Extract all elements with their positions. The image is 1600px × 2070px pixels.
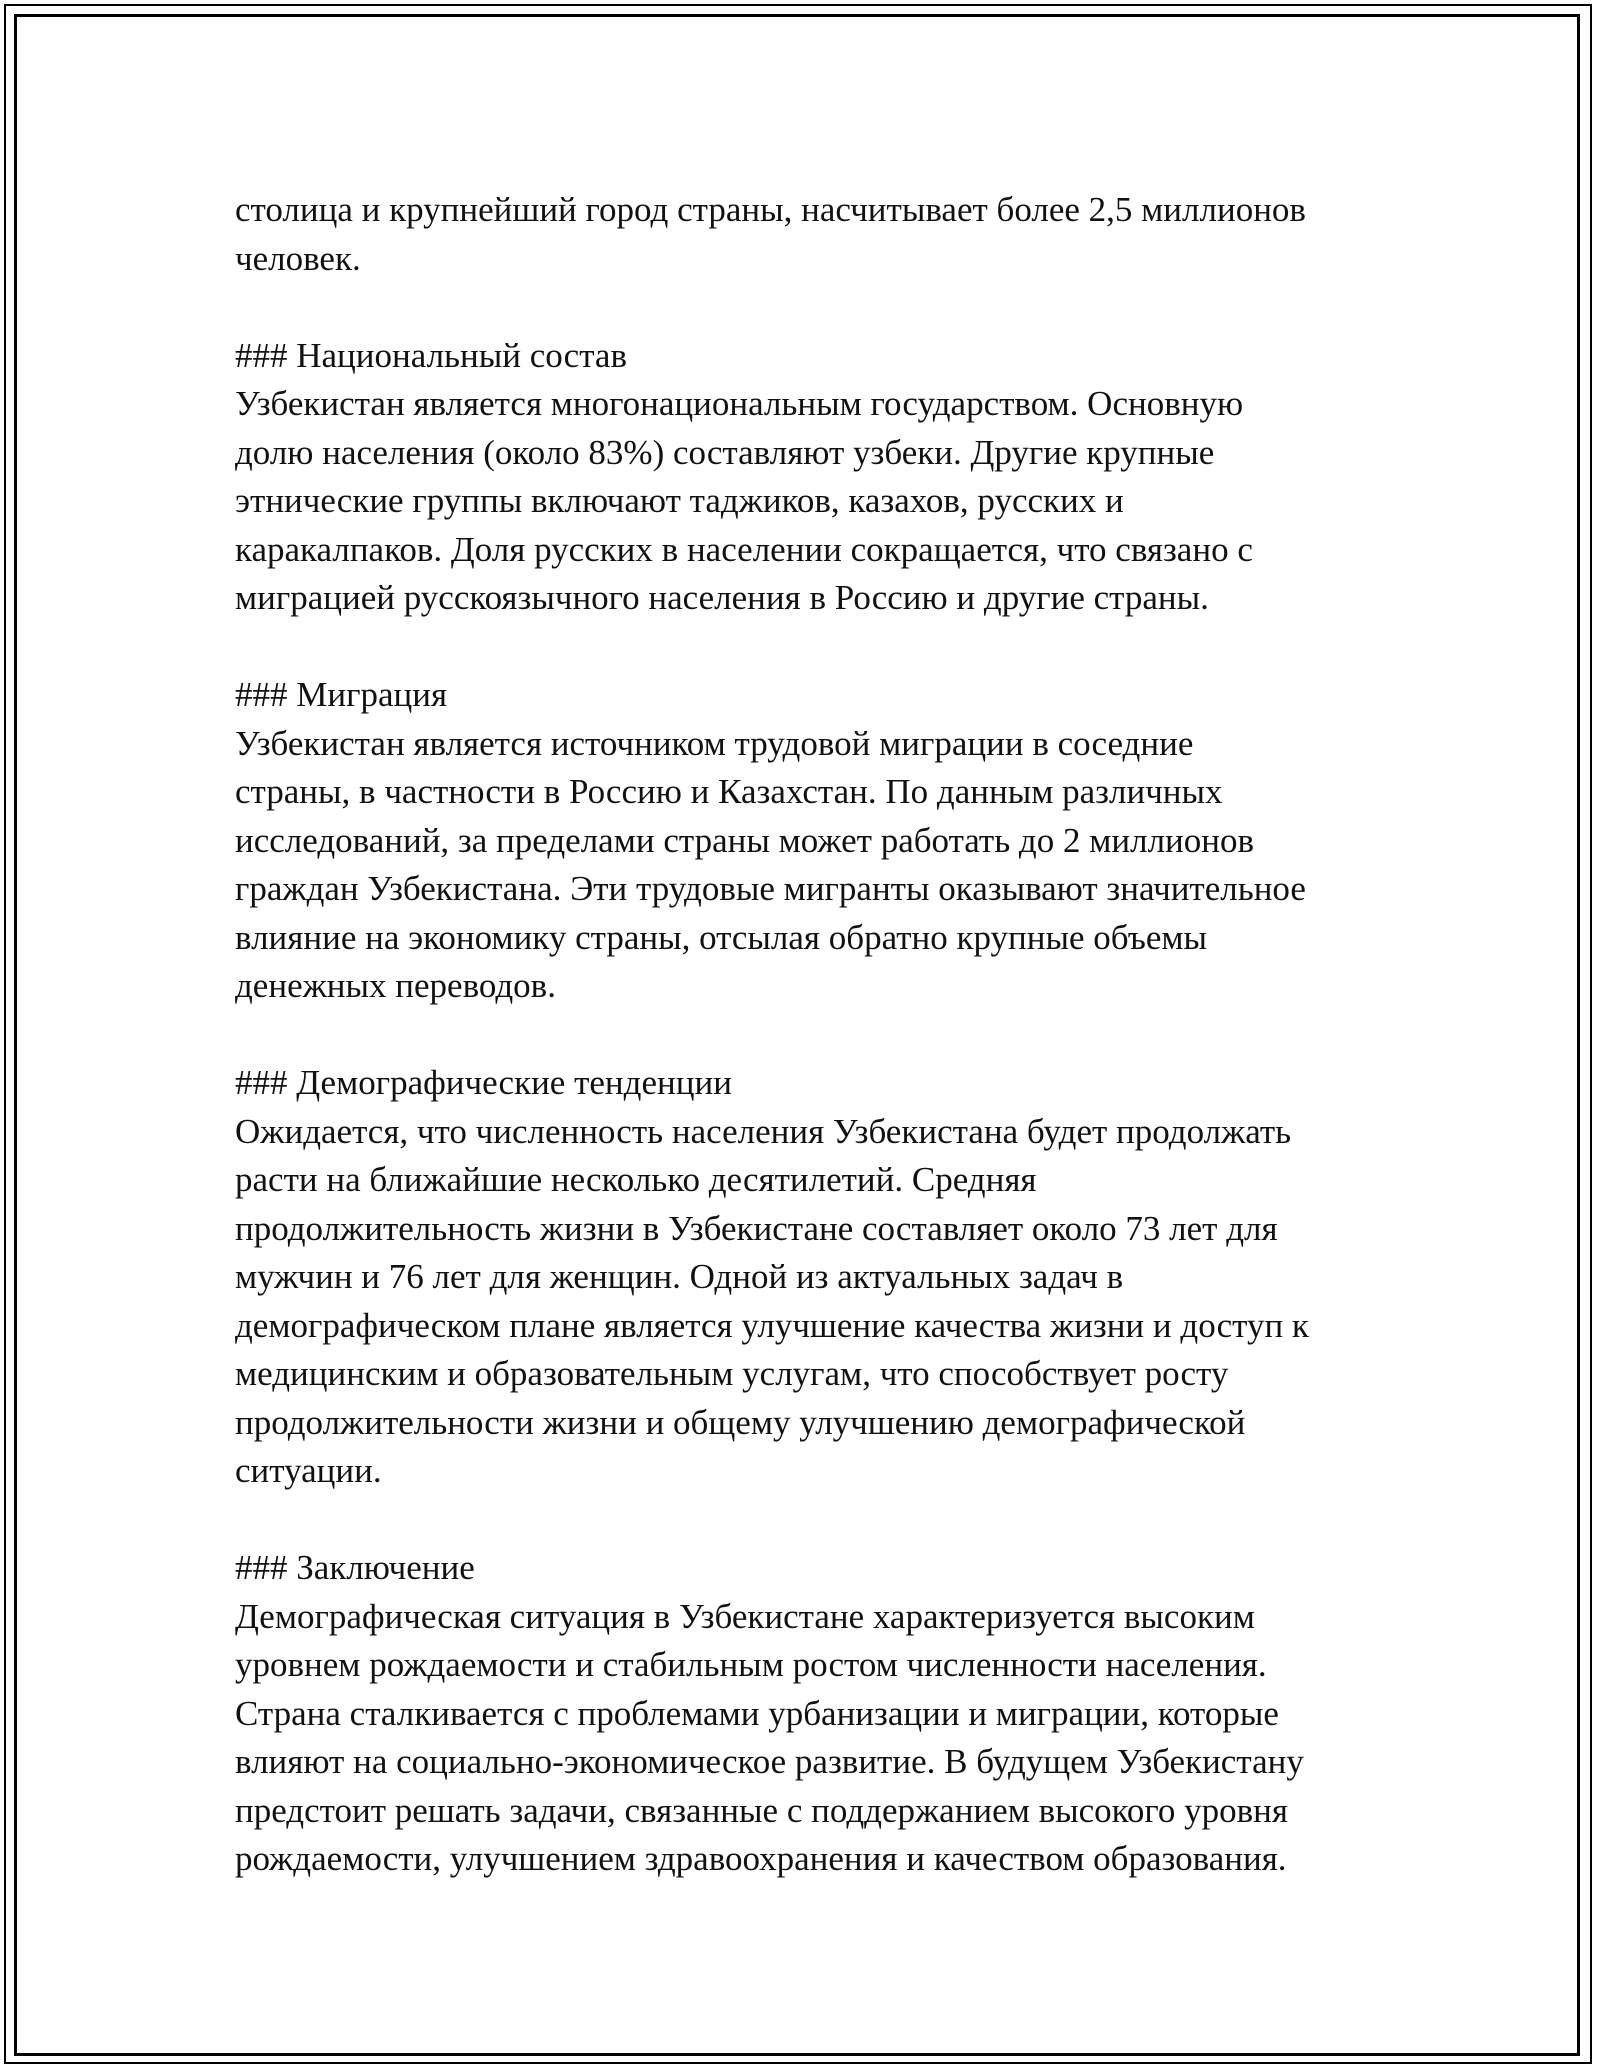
- text-line: расти на ближайшие несколько десятилетий. Средняя: [235, 1160, 1037, 1199]
- text-line: миграцией русскоязычного населения в Россию и другие страны.: [235, 578, 1209, 617]
- section-paragraph: [235, 1593, 1395, 1884]
- intro-paragraph: [235, 186, 1395, 283]
- text-line: ситуации.: [235, 1451, 382, 1490]
- text-line: продолжительности жизни и общему улучшению демографической: [235, 1402, 1246, 1442]
- text-line: долю населения (около 83%) составляют узбеки. Другие крупные: [235, 432, 1215, 472]
- text-line: Страна сталкивается с проблемами урбанизации и миграции, которые: [235, 1693, 1279, 1733]
- text-line: исследований, за пределами страны может работать до 2 миллионов: [235, 820, 1255, 860]
- section-heading: ### Миграция: [235, 675, 448, 714]
- section-paragraph: [235, 1108, 1395, 1496]
- text-line: медицинским и образовательным услугам, что способствует росту: [235, 1354, 1229, 1393]
- section-paragraph: [235, 380, 1395, 623]
- text-line: страны, в частности в Россию и Казахстан. По данным различных: [235, 772, 1223, 811]
- section-demographic-trends: [235, 1059, 1395, 1496]
- section-heading: ### Национальный состав: [235, 335, 627, 375]
- text-line: рождаемости, улучшением здравоохранения и качеством образования.: [235, 1839, 1287, 1878]
- text-line: каракалпаков. Доля русских в населении сокращается, что связано с: [235, 529, 1253, 569]
- section-paragraph: [235, 720, 1395, 1011]
- section-migration: [235, 671, 1395, 1011]
- text-line: человек.: [235, 238, 361, 278]
- document-body: [235, 186, 1395, 1884]
- text-line: денежных переводов.: [235, 966, 556, 1005]
- text-line: влияние на экономику страны, отсылая обратно крупные объемы: [235, 917, 1208, 957]
- text-line: предстоит решать задачи, связанные с поддержанием высокого уровня: [235, 1790, 1288, 1830]
- text-line: столица и крупнейший город страны, насчитывает более 2,5 миллионов: [235, 190, 1306, 229]
- text-line: Узбекистан является источником трудовой миграции в соседние: [235, 723, 1194, 763]
- section-national-composition: [235, 332, 1395, 623]
- text-line: этнические группы включают таджиков, казахов, русских и: [235, 481, 1124, 520]
- text-line: мужчин и 76 лет для женщин. Одной из актуальных задач в: [235, 1257, 1124, 1296]
- text-line: Узбекистан является многонациональным государством. Основную: [235, 384, 1244, 423]
- text-line: Ожидается, что численность населения Узбекистана будет продолжать: [235, 1111, 1292, 1151]
- text-line: граждан Узбекистана. Эти трудовые мигранты оказывают значительное: [235, 869, 1306, 908]
- section-heading: ### Демографические тенденции: [235, 1063, 732, 1102]
- section-conclusion: [235, 1544, 1395, 1884]
- text-line: Демографическая ситуация в Узбекистане характеризуется высоким: [235, 1596, 1255, 1636]
- text-line: продолжительность жизни в Узбекистане составляет около 73 лет для: [235, 1208, 1278, 1248]
- section-heading: ### Заключение: [235, 1548, 475, 1587]
- text-line: уровнем рождаемости и стабильным ростом численности населения.: [235, 1645, 1267, 1684]
- text-line: демографическом плане является улучшение качества жизни и доступ к: [235, 1305, 1309, 1345]
- text-line: влияют на социально-экономическое развитие. В будущем Узбекистану: [235, 1742, 1304, 1781]
